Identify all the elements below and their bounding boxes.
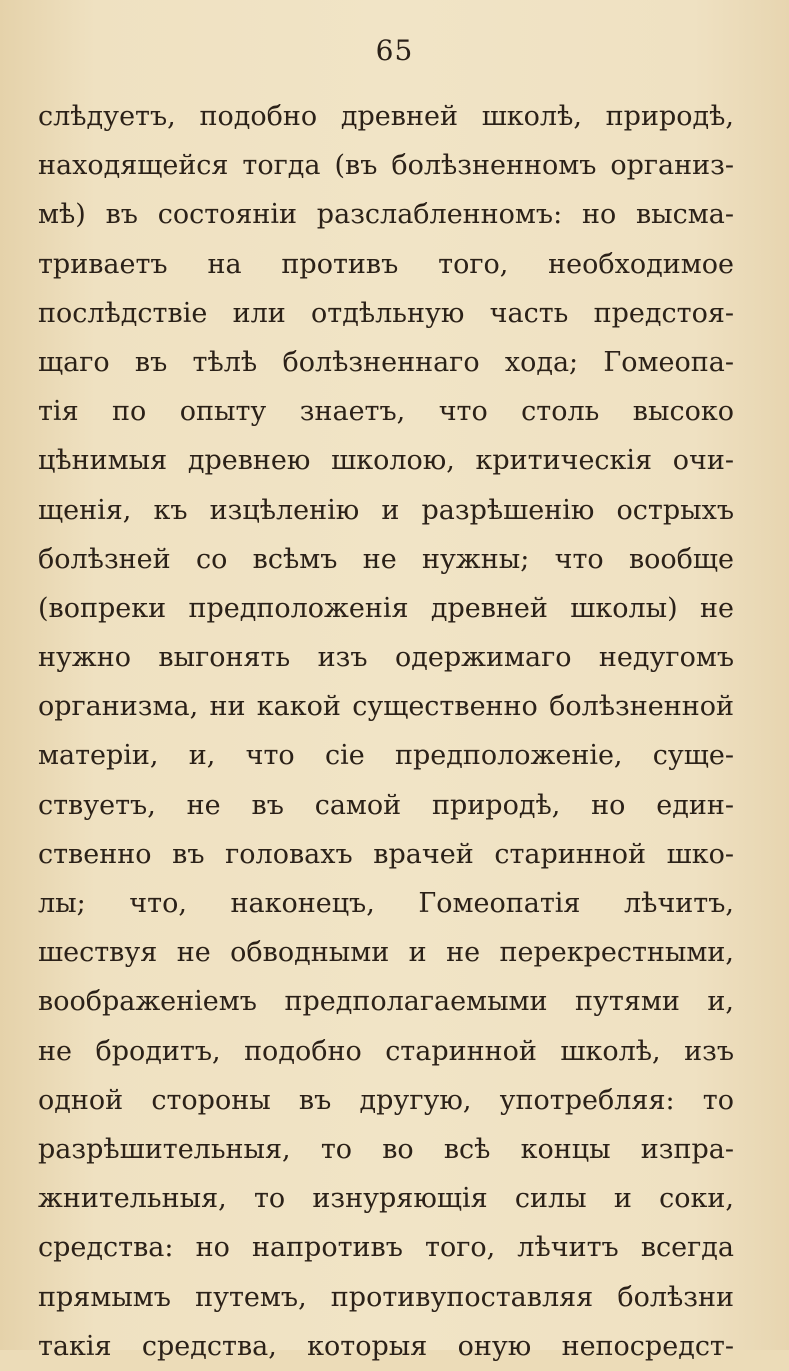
text-line: прямымъ путемъ, противупоставляя болѣзни xyxy=(38,1281,734,1313)
text-line: средства: но напротивъ того, лѣчитъ всегда xyxy=(38,1232,734,1264)
text-line: слѣдуетъ, подобно древней школѣ, природѣ, xyxy=(38,101,734,132)
text-line: послѣдствіе или отдѣльную часть предстоя- xyxy=(38,297,734,329)
text-line: шествуя не обводными и не перекрестными, xyxy=(38,937,734,969)
text-line: тія по опыту знаетъ, что столь высоко xyxy=(38,396,734,428)
text-line: не бродитъ, подобно старинной школѣ, изъ xyxy=(38,1035,734,1067)
text-line: лы; что, наконецъ, Гомеопатія лѣчитъ, xyxy=(38,888,734,919)
text-line: находящейся тогда (въ болѣзненномъ организ- xyxy=(38,150,734,182)
page-number: 65 xyxy=(375,34,414,67)
text-line: одной стороны въ другую, употребляя: то xyxy=(38,1084,734,1116)
text-line: воображеніемъ предполагаемыми путями и, xyxy=(38,986,734,1018)
text-line: разрѣшительныя, то во всѣ концы изпра- xyxy=(38,1133,734,1165)
text-line: матеріи, и, что сіе предположеніе, суще- xyxy=(38,740,734,772)
text-line: болѣзней со всѣмъ не нужны; что вообще xyxy=(38,543,734,575)
text-line: цѣнимыя древнею школою, критическія очи- xyxy=(38,445,734,477)
body-text xyxy=(38,92,734,1371)
text-line: организма, ни какой существенно болѣзненной xyxy=(38,691,734,723)
text-line: ствуетъ, не въ самой природѣ, но един- xyxy=(38,789,734,821)
text-line: мѣ) въ состояніи разслабленномъ: но высма- xyxy=(38,199,734,231)
text-line: (вопреки предположенія древней школы) не xyxy=(38,592,734,624)
text-line: щенія, къ изцѣленію и разрѣшенію острыхъ xyxy=(38,494,734,526)
text-line: щаго въ тѣлѣ болѣзненнаго хода; Гомеопа- xyxy=(38,346,734,378)
text-line: ственно въ головахъ врачей старинной шко- xyxy=(38,838,734,870)
text-line: нужно выгонять изъ одержимаго недугомъ xyxy=(38,642,734,674)
text-line: жнительныя, то изнуряющія силы и соки, xyxy=(38,1183,734,1215)
text-line: такія средства, которыя оную непосредст- xyxy=(38,1330,734,1362)
text-line: триваетъ на противъ того, необходимое xyxy=(38,248,734,280)
